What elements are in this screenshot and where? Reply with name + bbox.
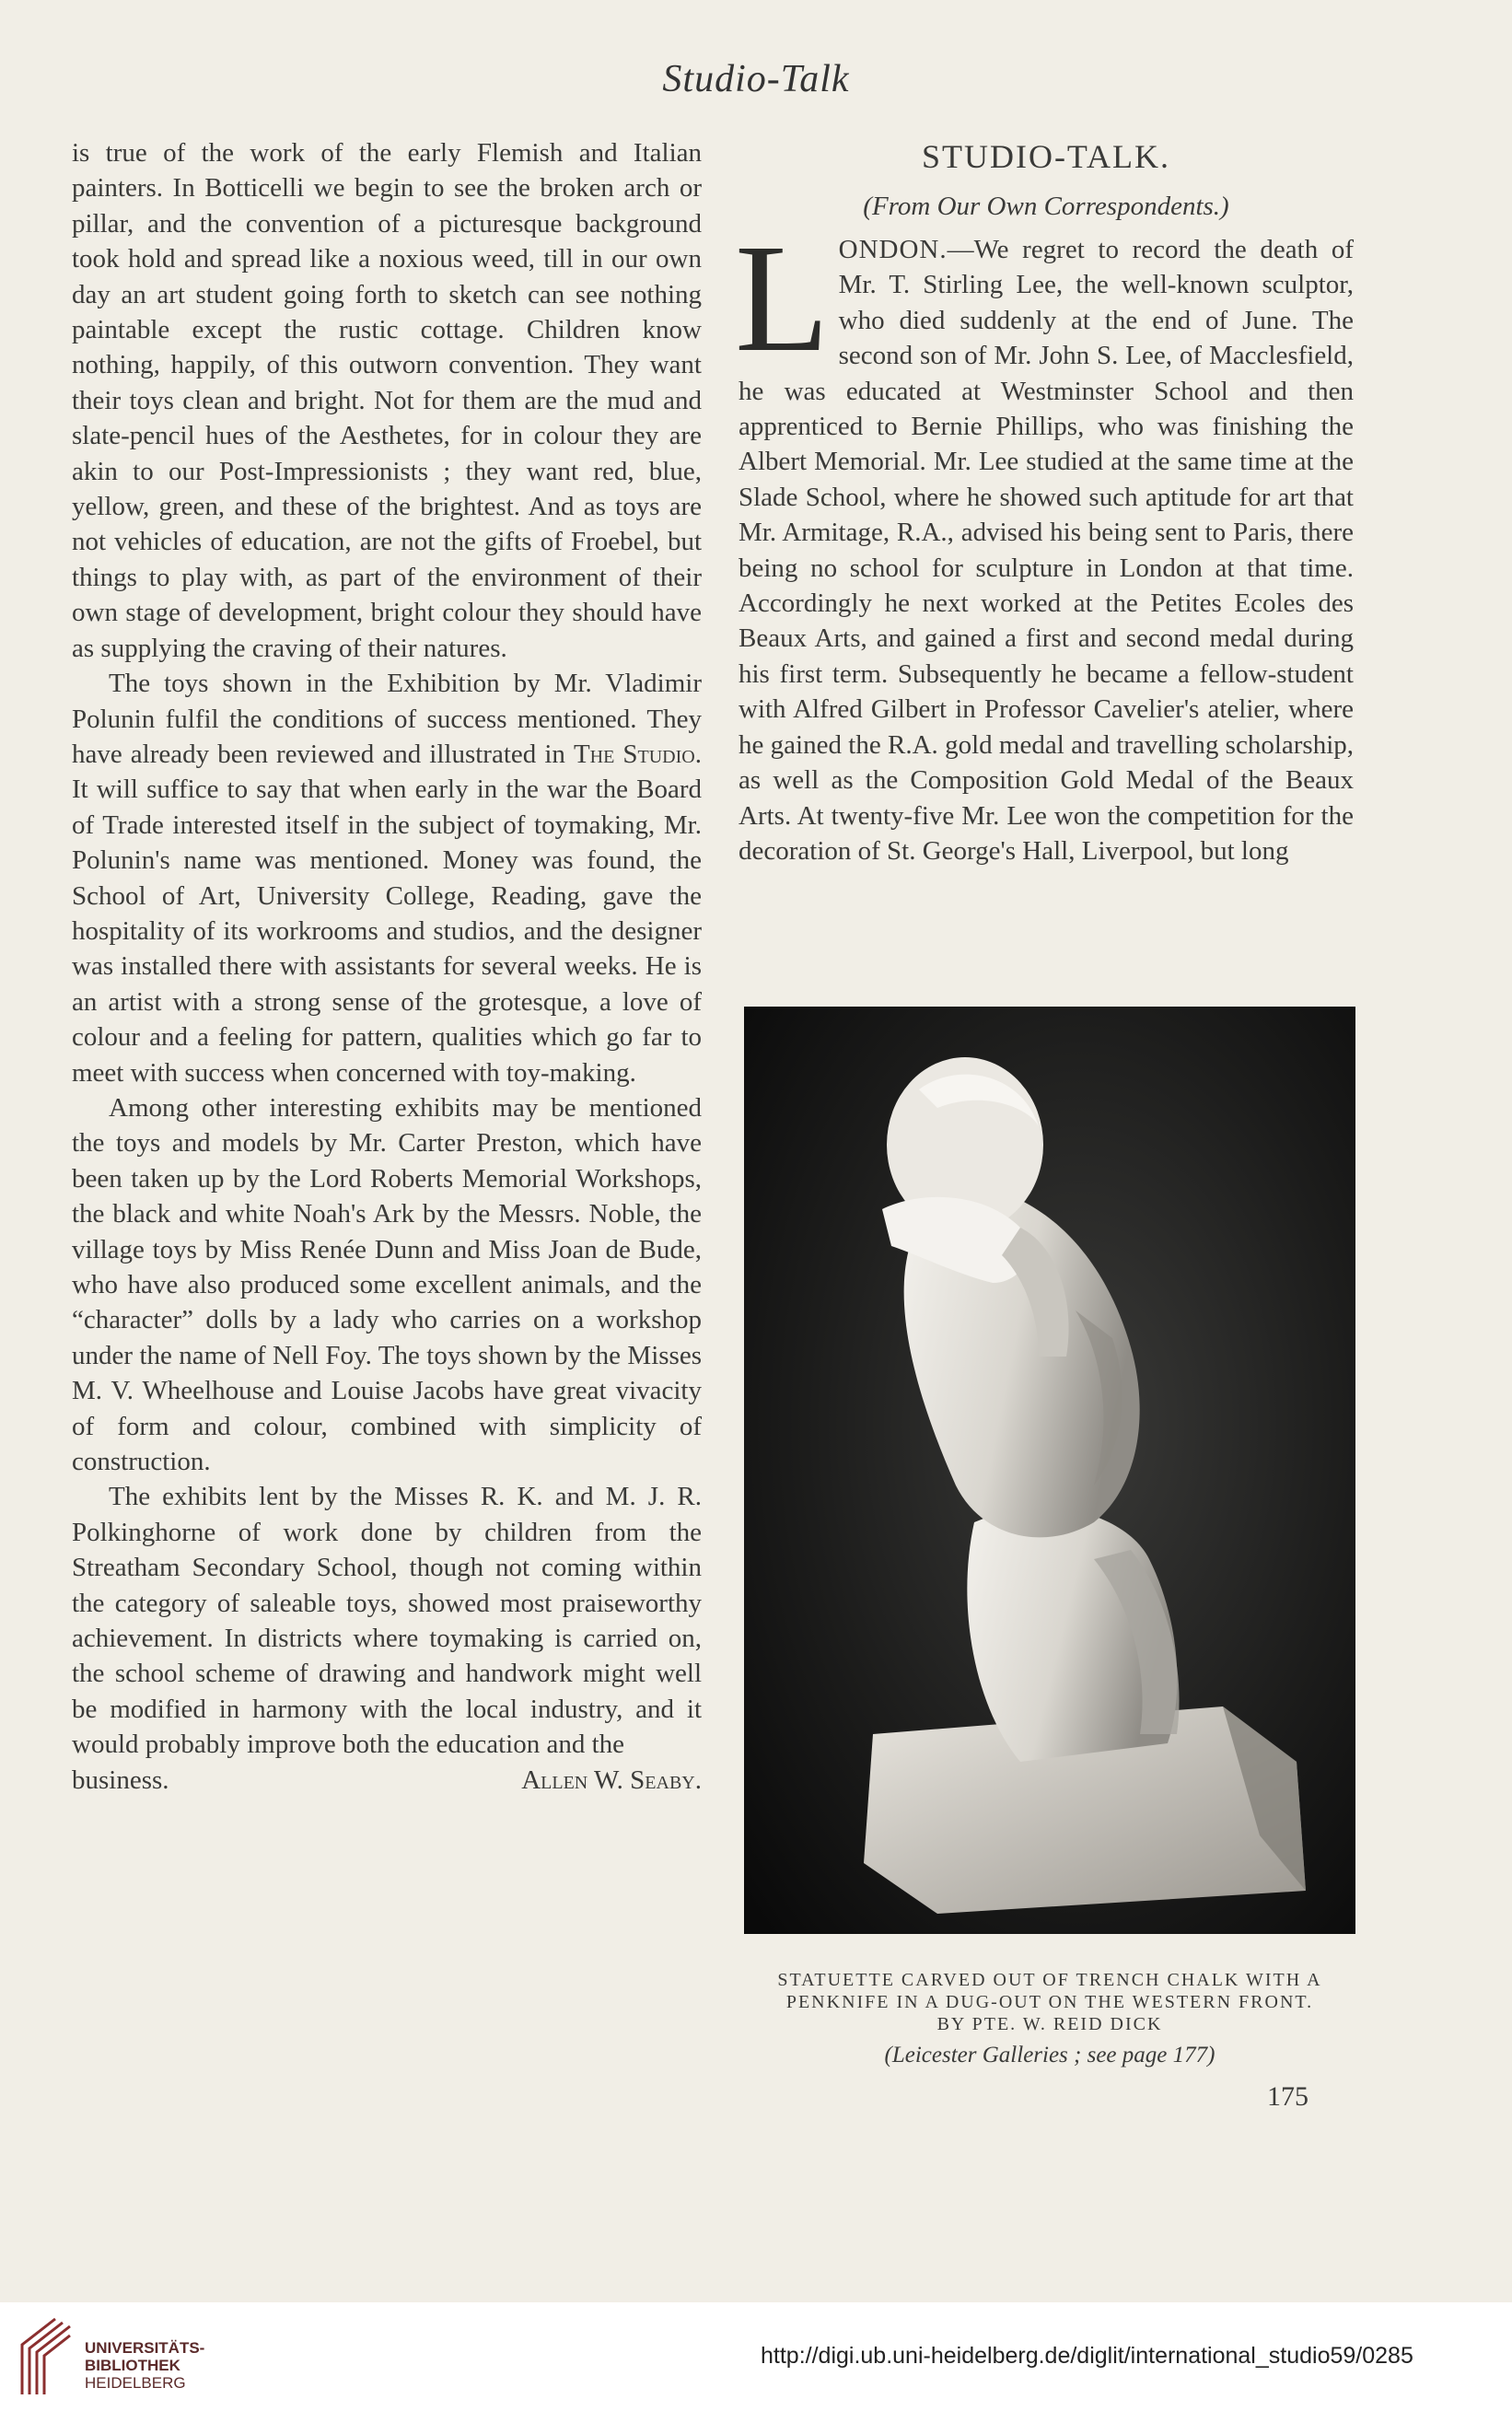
left-column [72,135,702,1798]
right-column [735,138,1354,868]
paragraph-2-text-end: . It will suffice to say that when early in the war the Board of Trade interested itself in the subject of toymaking, Mr. Polunin's name was mentioned. Money was found, the School of Art, University College, Reading, gave the hospitality of its workrooms and studios, and the designer was installed there with assistants for several weeks. He is an artist with a strong sense of the grotesque, a love of colour and a feeling for pattern, qualities which go far to meet with success when concerned with toy-making. [72,739,702,1088]
running-head: Studio-Talk [662,58,850,100]
lead-text: —We regret to record the death of Mr. T. Stirling Lee, the well-known sculptor, who died suddenly at the end of June. The second son of Mr. John S. Lee, of Macclesfield, he was educated at Westminster School and then apprenticed to Bernie Phillips, who was finishing the Albert Memorial. Mr. Lee studied at the same time at the Slade School, where he showed such aptitude for art that Mr. Armitage, R.A., advised his being sent to Paris, there being no school for sculpture in London at that time. Accordingly he next worked at the Petites Ecoles des Beaux Arts, and gained a first and second medal during his first term. Subsequently he became a fellow-student with Alfred Gilbert in Professor Cavelier's atelier, where he gained the R.A. gold medal and travelling scholarship, as well as the Composition Gold Medal of the Beaux Arts. At twenty-five Mr. Lee won the competition for the decoration of St. George's Hall, Liverpool, but long [739,235,1354,866]
page-number: 175 [1267,2081,1308,2112]
statuette-image [744,1007,1355,1934]
library-name-line-3: HEIDELBERG [85,2374,186,2392]
paragraph-2 [72,666,702,1090]
figure-caption [727,1969,1372,2035]
drop-cap: L [735,213,830,384]
closing-word: business. [72,1765,169,1795]
author-signature: Allen W. Seaby. [521,1765,702,1795]
lead-caps: ONDON. [838,235,948,264]
library-name-line-2: BIBLIOTHEK [85,2357,180,2374]
library-logo-icon [17,2313,76,2400]
lead-paragraph [735,213,1354,868]
digitization-footer [0,2302,1512,2411]
paragraph-1: is true of the work of the early Flemish and Italian painters. In Botticelli we begin to see the broken arch or pillar, and the convention of a picturesque background took hold and spread like a noxious weed, till in our own day an art student going forth to sketch can see nothing paintable except the rustic cottage. Children know nothing, happily, of this outworn convention. They want their toys clean and bright. Not for them are the mud and slate-pencil hues of the Aesthetes, for in colour they are akin to our Post-Impressionists ; they want red, blue, yellow, green, and these of the brightest. And as toys are not vehicles of education, are not the gifts of Froebel, but things to play with, as part of the environment of their own stage of development, bright colour they should have as supplying the craving of their natures. [72,138,702,663]
caption-line-2: PENKNIFE IN A DUG-OUT ON THE WESTERN FRONT. [785,1992,1314,2012]
closing-line [72,1763,702,1798]
paragraph-4: The exhibits lent by the Misses R. K. and M. J. R. Polkinghorne of work done by children from the Streatham Secondary School, though not coming within the category of saleable toys, showed most praiseworthy achievement. In districts where toymaking is carried on, the school scheme of drawing and handwork might well be modified in harmony with the local industry, and it would probably improve both the education and the [72,1482,702,1760]
caption-line-3: BY PTE. W. REID DICK [936,2014,1163,2034]
library-name-line-1: UNIVERSITÄTS- [85,2339,205,2357]
paragraph-2-text-start: The toys shown in the Exhibition by Mr. Vladimir Polunin fulfil the conditions of success mentioned. They have already been reviewed and illustrated in [72,669,702,769]
caption-line-1: STATUETTE CARVED OUT OF TRENCH CHALK WITH A [777,1970,1322,1990]
caption-source: (Leicester Galleries ; see page 177) [884,2043,1215,2067]
article-subtitle: (From Our Own Correspondents.) [863,192,1229,221]
statuette-photograph [744,1007,1355,1934]
magazine-title: The Studio [573,739,695,769]
article-title: STUDIO-TALK. [921,138,1171,175]
library-name [85,2339,204,2392]
source-url[interactable]: http://digi.ub.uni-heidelberg.de/diglit/international_studio59/0285 [761,2343,1413,2369]
paragraph-3: Among other interesting exhibits may be mentioned the toys and models by Mr. Carter Preston, which have been taken up by the Lord Roberts Memorial Workshops, the black and white Noah's Ark by the Messrs. Noble, the village toys by Miss Renée Dunn and Miss Joan de Bude, who have also produced some excellent animals, and the “character” dolls by a lady who carries on a workshop under the name of Nell Foy. The toys shown by the Misses M. V. Wheelhouse and Louise Jacobs have great vivacity of form and colour, combined with simplicity of construction. [72,1092,702,1477]
